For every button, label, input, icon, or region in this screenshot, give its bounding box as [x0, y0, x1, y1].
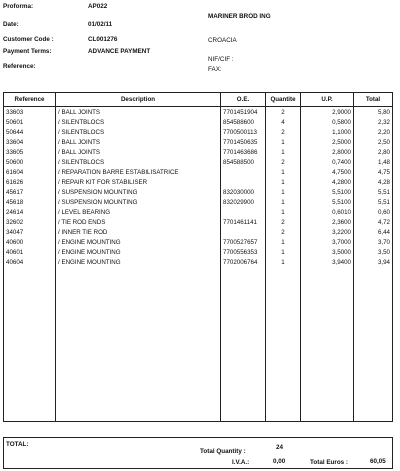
cell-unit-price: 0,6010 [301, 207, 354, 217]
proforma-value: AP022 [88, 3, 108, 10]
col-header-oe: O.E. [221, 93, 266, 107]
col-header-quantite: Quantite [266, 93, 301, 107]
cell-line-total: 1,48 [354, 157, 393, 167]
table-row [4, 217, 393, 227]
cell-quantity: 1 [266, 177, 301, 187]
cell-quantity: 1 [266, 137, 301, 147]
cell-unit-price: 5,5100 [301, 187, 354, 197]
cell-line-total: 2,80 [354, 147, 393, 157]
cell-unit-price: 3,9400 [301, 257, 354, 267]
cell-line-total: 0,60 [354, 207, 393, 217]
cell-reference: 33604 [4, 137, 56, 147]
cell-quantity: 4 [266, 117, 301, 127]
cell-quantity: 2 [266, 107, 301, 118]
total-quantity-label: Total Quantity : [200, 448, 246, 455]
nif-label: NIF/CIF : [208, 56, 234, 63]
customer-code-value: CL001276 [88, 36, 118, 43]
cell-description: / LEVEL BEARING [56, 207, 221, 217]
reference-label: Reference: [3, 63, 36, 70]
cell-quantity: 1 [266, 257, 301, 267]
cell-quantity: 1 [266, 167, 301, 177]
cell-oe: 7700556353 [221, 247, 266, 257]
cell-quantity: 2 [266, 227, 301, 237]
cell-oe [221, 167, 266, 177]
col-header-up: U.P. [301, 93, 354, 107]
cell-description: / BALL JOINTS [56, 137, 221, 147]
cell-unit-price: 4,7500 [301, 167, 354, 177]
fax-label: FAX: [208, 66, 222, 73]
cell-description: / REPAIR KIT FOR STABILISER [56, 177, 221, 187]
cell-oe: 7701461141 [221, 217, 266, 227]
cell-line-total: 6,44 [354, 227, 393, 237]
cell-line-total: 4,75 [354, 167, 393, 177]
cell-line-total: 5,51 [354, 187, 393, 197]
cell-description: / ENGINE MOUNTING [56, 247, 221, 257]
cell-description: / REPARATION BARRE ESTABILISATRICE [56, 167, 221, 177]
cell-quantity: 1 [266, 237, 301, 247]
table-empty-space [4, 267, 393, 422]
cell-unit-price: 2,3600 [301, 217, 354, 227]
cell-oe: 7702006764 [221, 257, 266, 267]
cell-reference: 50644 [4, 127, 56, 137]
cell-description: / SILENTBLOCS [56, 117, 221, 127]
table-row [4, 157, 393, 167]
table-row [4, 227, 393, 237]
cell-reference: 45617 [4, 187, 56, 197]
cell-oe [221, 177, 266, 187]
cell-unit-price: 5,5100 [301, 197, 354, 207]
table-row [4, 117, 393, 127]
col-header-description: Description [56, 93, 221, 107]
cell-unit-price: 3,7000 [301, 237, 354, 247]
cell-quantity: 1 [266, 197, 301, 207]
cell-line-total: 2,50 [354, 137, 393, 147]
cell-oe: 854588600 [221, 117, 266, 127]
cell-quantity: 2 [266, 127, 301, 137]
cell-unit-price: 0,7400 [301, 157, 354, 167]
cell-description: / ENGINE MOUNTING [56, 237, 221, 247]
cell-quantity: 2 [266, 217, 301, 227]
cell-reference: 33605 [4, 147, 56, 157]
table-row [4, 257, 393, 267]
payment-terms-label: Payment Terms: [3, 48, 52, 55]
iva-label: I.V.A.: [232, 459, 250, 466]
payment-terms-value: ADVANCE PAYMENT [88, 48, 151, 55]
cell-unit-price: 1,1000 [301, 127, 354, 137]
cell-line-total: 5,80 [354, 107, 393, 118]
table-row [4, 147, 393, 157]
cell-description: / BALL JOINTS [56, 147, 221, 157]
date-label: Date: [3, 21, 19, 28]
table-row [4, 107, 393, 118]
totals-box [3, 437, 393, 469]
cell-reference: 40601 [4, 247, 56, 257]
cell-description: / TIE ROD ENDS [56, 217, 221, 227]
total-label: TOTAL: [6, 441, 29, 448]
col-header-total: Total [354, 93, 393, 107]
cell-description: / INNER TIE ROD [56, 227, 221, 237]
cell-quantity: 1 [266, 207, 301, 217]
cell-quantity: 2 [266, 157, 301, 167]
cell-oe: 7701451904 [221, 107, 266, 118]
customer-code-label: Customer Code : [3, 36, 54, 43]
cell-unit-price: 0,5800 [301, 117, 354, 127]
cell-line-total: 3,70 [354, 237, 393, 247]
cell-line-total: 2,20 [354, 127, 393, 137]
customer-name: MARINER BROD ING [208, 13, 271, 20]
cell-reference: 61604 [4, 167, 56, 177]
table-row [4, 177, 393, 187]
cell-oe [221, 207, 266, 217]
cell-line-total: 4,72 [354, 217, 393, 227]
cell-line-total: 3,50 [354, 247, 393, 257]
cell-description: / ENGINE MOUNTING [56, 257, 221, 267]
cell-description: / SUSPENSION MOUNTING [56, 197, 221, 207]
cell-description: / SILENTBLOCS [56, 157, 221, 167]
cell-reference: 50600 [4, 157, 56, 167]
cell-unit-price: 3,2200 [301, 227, 354, 237]
col-header-reference: Reference [4, 93, 56, 107]
cell-reference: 45618 [4, 197, 56, 207]
cell-oe: 7701450635 [221, 137, 266, 147]
cell-line-total: 3,94 [354, 257, 393, 267]
customer-country: CROACIA [208, 37, 237, 44]
total-quantity-value: 24 [276, 444, 284, 451]
cell-reference: 40600 [4, 237, 56, 247]
items-table [3, 92, 393, 422]
cell-line-total: 5,51 [354, 197, 393, 207]
cell-line-total: 4,28 [354, 177, 393, 187]
cell-oe: 854588500 [221, 157, 266, 167]
cell-reference: 33603 [4, 107, 56, 118]
cell-reference: 61626 [4, 177, 56, 187]
cell-oe: 7700527657 [221, 237, 266, 247]
cell-oe: 7700500113 [221, 127, 266, 137]
iva-value: 0,00 [273, 458, 286, 465]
cell-line-total: 2,32 [354, 117, 393, 127]
table-row [4, 167, 393, 177]
proforma-label: Proforma: [3, 3, 34, 10]
cell-reference: 40604 [4, 257, 56, 267]
cell-unit-price: 2,5000 [301, 137, 354, 147]
cell-reference: 50601 [4, 117, 56, 127]
total-euros-label: Total Euros : [310, 459, 349, 466]
table-row [4, 187, 393, 197]
cell-unit-price: 3,5000 [301, 247, 354, 257]
table-row [4, 197, 393, 207]
total-euros-value: 60,05 [370, 458, 386, 465]
cell-description: / SUSPENSION MOUNTING [56, 187, 221, 197]
table-row [4, 207, 393, 217]
cell-reference: 34047 [4, 227, 56, 237]
cell-description: / SILENTBLOCS [56, 127, 221, 137]
cell-quantity: 1 [266, 187, 301, 197]
cell-description: / BALL JOINTS [56, 107, 221, 118]
table-row [4, 247, 393, 257]
table-row [4, 237, 393, 247]
cell-quantity: 1 [266, 147, 301, 157]
cell-unit-price: 4,2800 [301, 177, 354, 187]
table-row [4, 137, 393, 147]
table-row [4, 127, 393, 137]
cell-reference: 32602 [4, 217, 56, 227]
cell-oe: 832029900 [221, 197, 266, 207]
cell-unit-price: 2,9000 [301, 107, 354, 118]
cell-oe: 832030000 [221, 187, 266, 197]
cell-oe [221, 227, 266, 237]
cell-oe: 7701463686 [221, 147, 266, 157]
table-header-row [4, 93, 393, 107]
date-value: 01/02/11 [88, 21, 113, 28]
cell-reference: 24614 [4, 207, 56, 217]
cell-unit-price: 2,8000 [301, 147, 354, 157]
cell-quantity: 1 [266, 247, 301, 257]
